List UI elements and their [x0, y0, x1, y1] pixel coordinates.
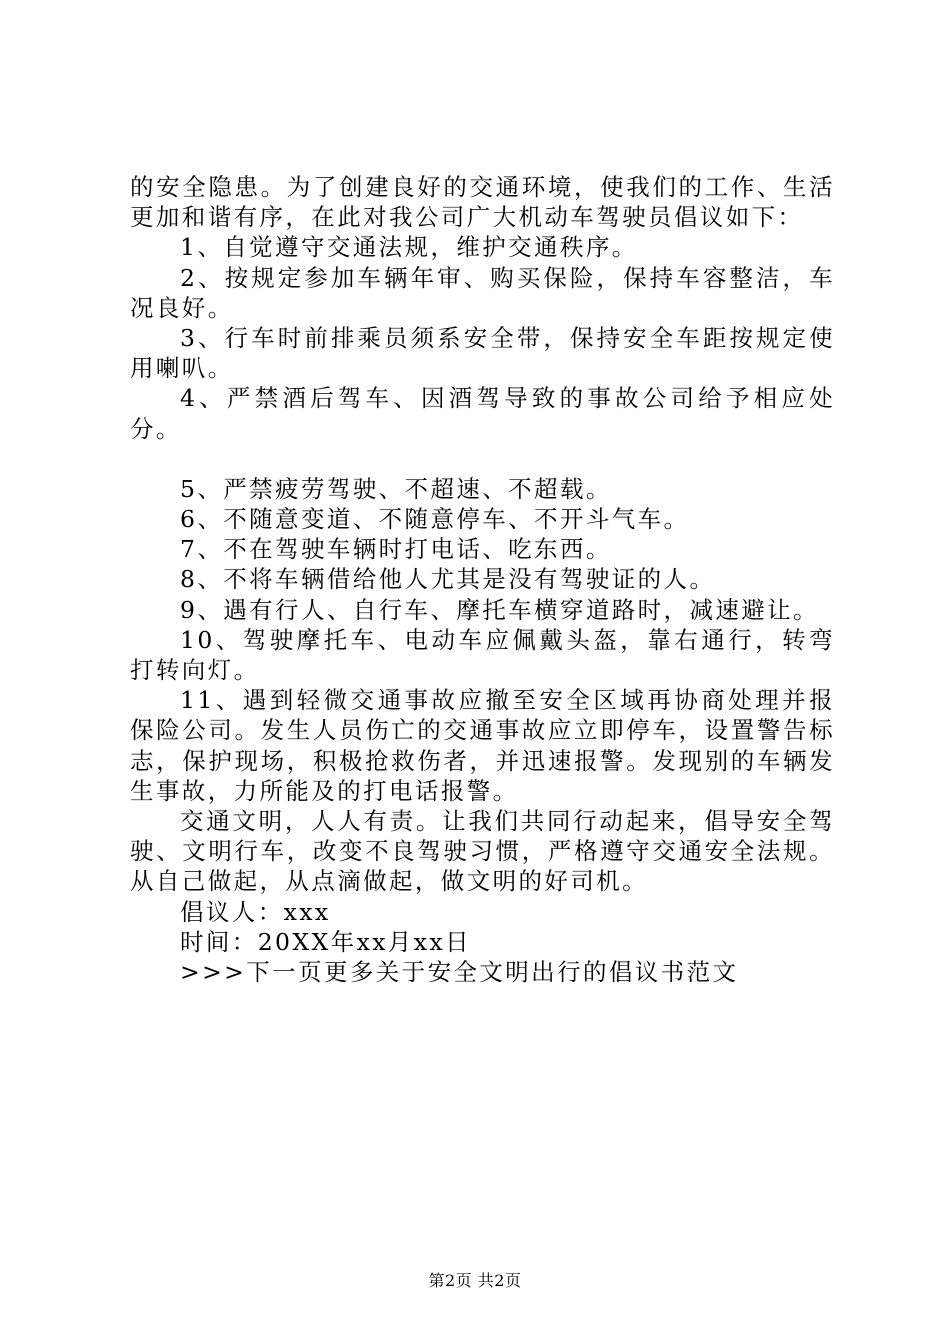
proposal-item-4: 4、严禁酒后驾车、因酒驾导致的事故公司给予相应处分。 — [130, 384, 835, 443]
proposal-item-5: 5、严禁疲劳驾驶、不超速、不超载。 — [180, 474, 612, 503]
proposal-item-10: 10、驾驶摩托车、电动车应佩戴头盔，靠右通行，转弯打转向灯。 — [130, 625, 835, 685]
paragraph-gap — [130, 444, 835, 474]
intro-paragraph: 的安全隐患。为了创建良好的交通环境，使我们的工作、生活更加和谐有序，在此对我公司广大机动车驾驶员倡议如下： — [130, 173, 835, 232]
document-body — [130, 172, 835, 987]
proposer-line: 倡议人：xxx — [180, 897, 331, 926]
proposal-item-11: 11、遇到轻微交通事故应撤至安全区域再协商处理并报保险公司。发生人员伤亡的交通事故应立即停车，设置警告标志，保护现场，积极抢救伤者，并迅速报警。发现别的车辆发生事故，力所能及的打电话报警。 — [130, 686, 835, 805]
closing-paragraph: 交通文明，人人有责。让我们共同行动起来，倡导安全驾驶、文明行车，改变不良驾驶习惯，严格遵守交通安全法规。从自己做起，从点滴做起，做文明的好司机。 — [130, 807, 835, 896]
proposal-item-6: 6、不随意变道、不随意停车、不开斗气车。 — [180, 505, 690, 534]
proposal-item-7: 7、不在驾驶车辆时打电话、吃东西。 — [180, 535, 612, 564]
next-page-link[interactable]: >>>下一页更多关于安全文明出行的倡议书范文 — [180, 958, 739, 987]
date-line: 时间：20XX年xx月xx日 — [180, 927, 471, 956]
page-number-footer: 第2页 共2页 — [428, 1271, 522, 1290]
proposal-item-1: 1、自觉遵守交通法规，维护交通秩序。 — [180, 233, 638, 262]
proposal-item-9: 9、遇有行人、自行车、摩托车横穿道路时，减速避让。 — [180, 595, 819, 624]
proposal-item-3: 3、行车时前排乘员须系安全带，保持安全车距按规定使用喇叭。 — [130, 324, 835, 383]
proposal-item-8: 8、不将车辆借给他人尤其是没有驾驶证的人。 — [180, 565, 716, 594]
proposal-item-2: 2、按规定参加车辆年审、购买保险，保持车容整洁，车况良好。 — [130, 263, 835, 322]
